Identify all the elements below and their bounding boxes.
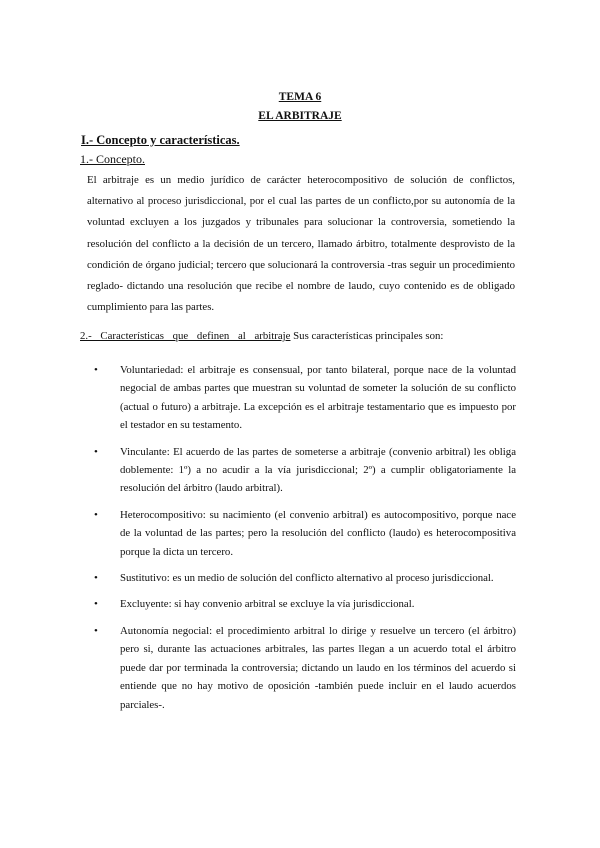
bullet-icon: •	[94, 508, 98, 521]
list-item	[94, 595, 516, 613]
topic-number: TEMA 6	[278, 91, 322, 103]
document-title: EL ARBITRAJE	[258, 110, 342, 122]
list-item	[94, 443, 516, 498]
list-item-text: Sustitutivo: es un medio de solución del conflicto alternativo al proceso jurisdiccional.	[120, 572, 494, 585]
list-item	[94, 569, 516, 587]
list-item-text: Vinculante: El acuerdo de las partes de someterse a arbitraje (convenio arbitral) les obliga doblemente: 1º) a no acudir a la vía jurisdiccional; 2º) a cumplir obligatoriamente la resolución del árbitro (laudo arbitral).	[120, 445, 516, 495]
characteristics-heading: 2.- Características que definen al arbitraje	[80, 330, 291, 342]
bullet-icon: •	[94, 364, 98, 376]
list-item-text: Excluyente: si hay convenio arbitral se excluye la vía jurisdiccional.	[120, 598, 415, 611]
list-item	[94, 361, 516, 435]
bullet-icon: •	[94, 572, 98, 585]
characteristics-block	[80, 327, 520, 345]
list-item-text: Heterocompositivo: su nacimiento (el convenio arbitral) es autocompositivo, porque nace de la voluntad de las partes; pero la resolución del conflicto (laudo) es heterocompositiva porque la dicta un tercero.	[120, 508, 516, 558]
characteristics-list	[94, 361, 516, 722]
list-item-text: Voluntariedad: el arbitraje es consensual, por tanto bilateral, porque nace de la voluntad negocial de ambas partes que muestran su voluntad de someter la solución de su conflicto (actual o futuro) a arbitraje. La excepción es el arbitraje testamentario que es impuesto por el testador en su testamento.	[120, 364, 516, 432]
section-heading: I.- Concepto y características.	[81, 133, 240, 147]
concept-paragraph: El arbitraje es un medio jurídico de carácter heterocompositivo de solución de conflictos, alternativo al proceso jurisdiccional, por el cual las partes de un conflicto,por su autonomía de la voluntad excluyen a los juzgados y tribunales para solucionar la controversia, sometiendo la resolución del conflicto a la decisión de un tercero, llamado árbitro, totalmente desprovisto de la condición de órgano judicial; tercero que solucionará la controversia -tras seguir un procedimiento reglado- dictando una resolución que recibe el nombre de laudo, cuyo contenido es de obligado cumplimiento para las partes.	[87, 174, 515, 314]
concept-heading: 1.- Concepto.	[80, 152, 145, 166]
characteristics-intro: Sus características principales son:	[293, 330, 444, 342]
bullet-icon: •	[94, 445, 98, 458]
list-item	[94, 506, 516, 561]
bullet-icon: •	[94, 624, 98, 637]
list-item	[94, 622, 516, 714]
bullet-icon: •	[94, 598, 98, 611]
list-item-text: Autonomía negocial: el procedimiento arbitral lo dirige y resuelve un tercero (el árbitro) pero si, durante las actuaciones arbitrales, las partes llegan a un acuerdo total el árbitro puede dar por terminada la controversia; dictando un laudo en los términos del acuerdo si entiende que no hay motivo de oposición -también puede incluir en el laudo acuerdos parciales-.	[120, 624, 516, 711]
